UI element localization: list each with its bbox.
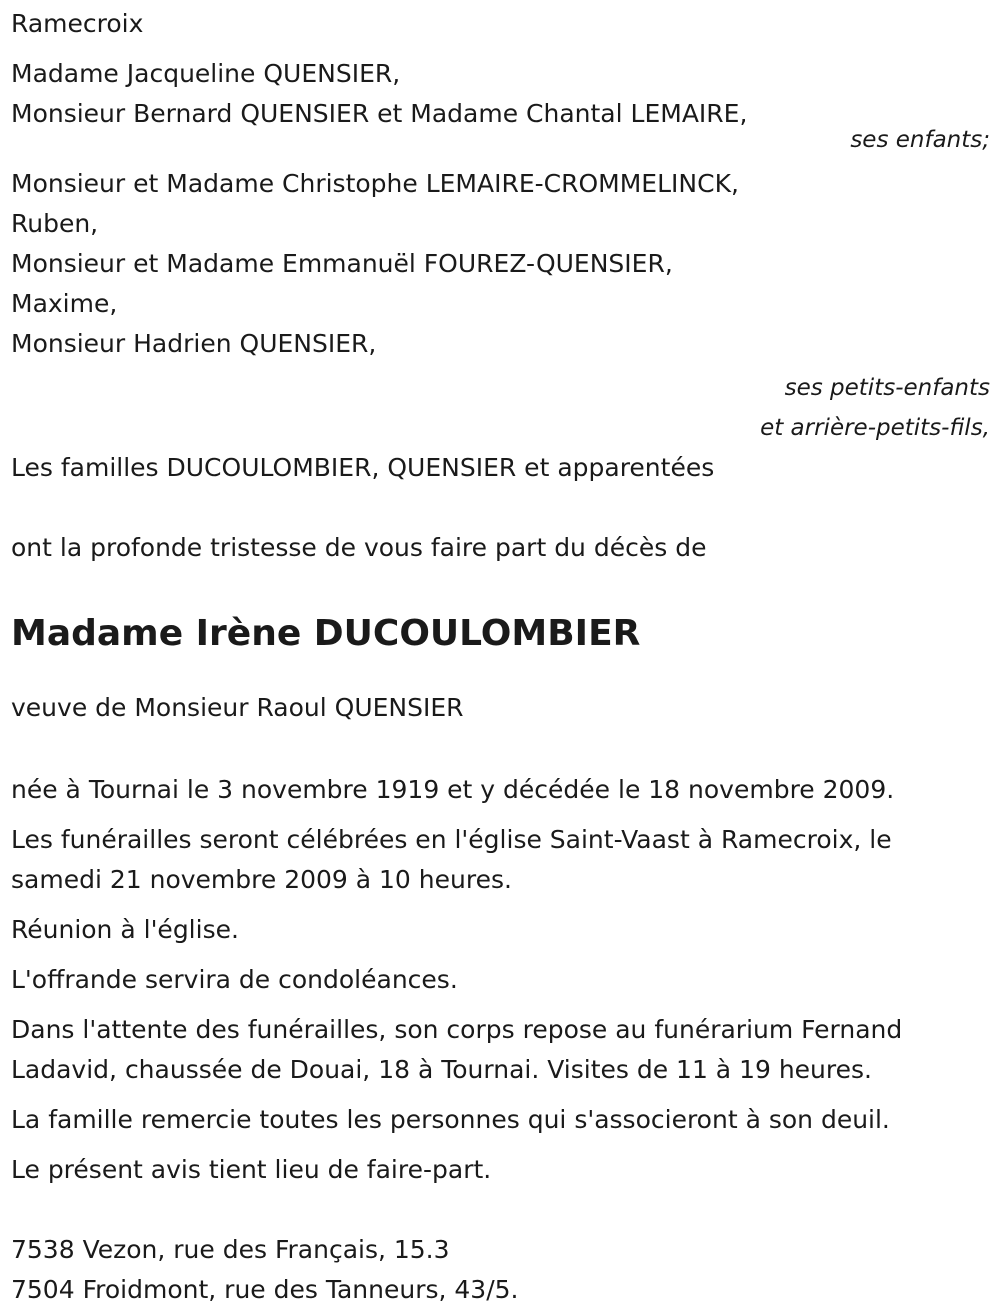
announcement-line: ont la profonde tristesse de vous faire part du décès de: [11, 533, 707, 562]
children-list: [11, 54, 990, 134]
paragraph-line: samedi 21 novembre 2009 à 10 heures.: [11, 865, 512, 894]
paragraph-line: née à Tournai le 3 novembre 1919 et y décédée le 18 novembre 2009.: [11, 775, 895, 804]
deceased-name: Madame Irène DUCOULOMBIER: [11, 613, 641, 654]
paragraph-line: Les funérailles seront célébrées en l'église Saint-Vaast à Ramecroix, le: [11, 825, 892, 854]
grandchildren-role-2: et arrière-petits-fils,: [760, 415, 990, 441]
paragraph-line: L'offrande servira de condoléances.: [11, 965, 458, 994]
offering-paragraph: [11, 960, 990, 1000]
meeting-paragraph: [11, 910, 990, 950]
address-2: 7504 Froidmont, rue des Tanneurs, 43/5.: [11, 1275, 519, 1304]
thanks-paragraph: [11, 1100, 990, 1140]
grandchildren-role-1: ses petits-enfants: [784, 375, 990, 401]
place-name: Ramecroix: [11, 9, 144, 38]
grandchildren-list: [11, 164, 990, 364]
notice-paragraph: [11, 1150, 990, 1190]
grandchild-5: Monsieur Hadrien QUENSIER,: [11, 329, 377, 358]
grandchild-1: Monsieur et Madame Christophe LEMAIRE-CROMMELINCK,: [11, 169, 739, 198]
paragraph-line: Ladavid, chaussée de Douai, 18 à Tournai. Visites de 11 à 19 heures.: [11, 1055, 872, 1084]
paragraph-line: Le présent avis tient lieu de faire-part.: [11, 1155, 492, 1184]
paragraph-line: Réunion à l'église.: [11, 915, 239, 944]
children-role: ses enfants;: [850, 127, 990, 153]
funeral-paragraph: [11, 820, 990, 900]
paragraph-line: Dans l'attente des funérailles, son corps repose au funérarium Fernand: [11, 1015, 903, 1044]
paragraph-line: La famille remercie toutes les personnes qui s'associeront à son deuil.: [11, 1105, 890, 1134]
child-1: Madame Jacqueline QUENSIER,: [11, 59, 401, 88]
child-2: Monsieur Bernard QUENSIER et Madame Chantal LEMAIRE,: [11, 99, 748, 128]
birth-death-paragraph: [11, 770, 990, 810]
grandchild-4: Maxime,: [11, 289, 118, 318]
address-1: 7538 Vezon, rue des Français, 15.3: [11, 1235, 450, 1264]
addresses: [11, 1230, 990, 1310]
families-line: Les familles DUCOULOMBIER, QUENSIER et apparentées: [11, 453, 715, 482]
grandchild-3: Monsieur et Madame Emmanuël FOUREZ-QUENSIER,: [11, 249, 673, 278]
widow-of-line: veuve de Monsieur Raoul QUENSIER: [11, 693, 464, 722]
details-paragraphs: [11, 770, 990, 1190]
funerarium-paragraph: [11, 1010, 990, 1090]
grandchild-2: Ruben,: [11, 209, 99, 238]
